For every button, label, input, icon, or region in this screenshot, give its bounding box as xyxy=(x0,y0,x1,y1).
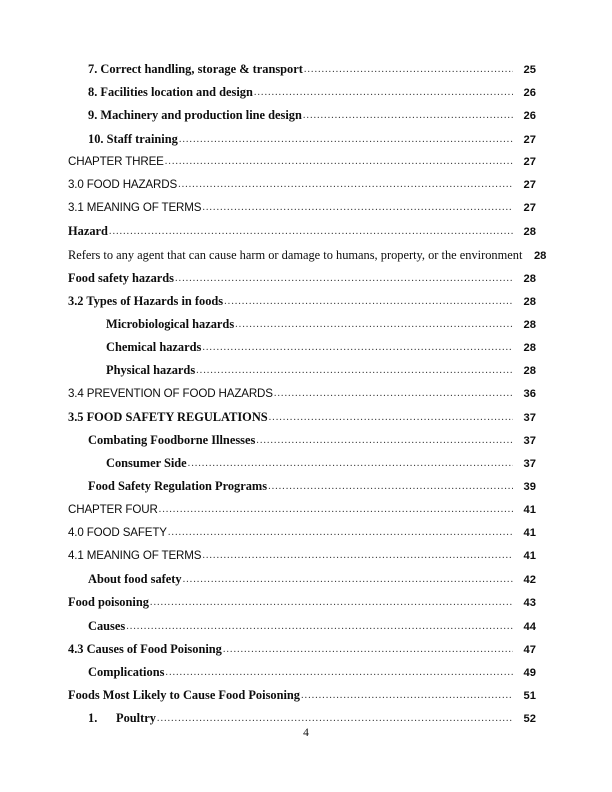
toc-entry[interactable] xyxy=(68,433,536,456)
toc-entry-page-number: 28 xyxy=(523,295,536,308)
toc-entry-title: Physical hazards xyxy=(106,363,196,378)
toc-dot-leader xyxy=(254,88,513,99)
toc-entry[interactable] xyxy=(68,178,536,201)
toc-entry-title: 8. Facilities location and design xyxy=(88,85,253,100)
toc-entry[interactable] xyxy=(68,224,536,247)
toc-entry[interactable] xyxy=(68,294,536,317)
toc-entry-page-number: 27 xyxy=(523,133,536,146)
toc-entry-page-number: 28 xyxy=(523,342,536,355)
toc-entry-title: Consumer Side xyxy=(106,456,187,471)
toc-entry-number: 1. xyxy=(88,711,98,726)
toc-entry-page-number: 26 xyxy=(523,110,536,123)
toc-entry[interactable] xyxy=(68,62,536,85)
toc-dot-leader xyxy=(165,668,513,679)
toc-entry-title: Foods Most Likely to Cause Food Poisoning xyxy=(68,688,301,703)
toc-entry[interactable] xyxy=(68,317,536,340)
toc-entry[interactable] xyxy=(68,410,536,433)
toc-entry[interactable] xyxy=(68,132,536,155)
toc-entry-page-number: 41 xyxy=(523,526,536,539)
toc-entry[interactable] xyxy=(68,642,536,665)
toc-entry-title: Chemical hazards xyxy=(106,340,202,355)
toc-entry-page-number: 43 xyxy=(523,597,536,610)
toc-entry[interactable] xyxy=(68,526,536,549)
toc-entry-page-number: 27 xyxy=(523,178,536,191)
toc-entry-page-number: 36 xyxy=(523,387,536,400)
toc-entry-page-number: 41 xyxy=(523,549,536,562)
toc-dot-leader xyxy=(235,320,513,331)
toc-dot-leader xyxy=(150,598,513,609)
toc-entry[interactable] xyxy=(68,572,536,595)
toc-entry-page-number: 49 xyxy=(523,666,536,679)
toc-entry-page-number: 27 xyxy=(523,202,536,215)
toc-entry-page-number: 28 xyxy=(523,365,536,378)
toc-entry[interactable] xyxy=(68,619,536,642)
toc-entry-title: 4.0 FOOD SAFETY xyxy=(68,525,167,539)
toc-entry-title: Food Safety Regulation Programs xyxy=(88,479,268,494)
toc-entry-title: About food safety xyxy=(88,572,182,587)
toc-entry-title: CHAPTER THREE xyxy=(68,154,164,168)
toc-entry-page-number: 27 xyxy=(523,155,536,168)
toc-entry-page-number: 37 xyxy=(523,435,536,447)
toc-entry-title: 10. Staff training xyxy=(88,131,178,146)
toc-dot-leader xyxy=(256,436,513,447)
toc-dot-leader xyxy=(268,482,513,493)
toc-entry[interactable] xyxy=(68,85,536,108)
toc-dot-leader xyxy=(223,645,513,656)
toc-entry-title: 7. Correct handling, storage & transport xyxy=(88,62,303,76)
toc-entry[interactable] xyxy=(68,363,536,386)
toc-entry-page-number: 37 xyxy=(523,458,536,471)
toc-entry-page-number: 41 xyxy=(523,503,536,516)
toc-dot-leader xyxy=(196,366,513,377)
toc-dot-leader xyxy=(159,505,513,516)
toc-dot-leader xyxy=(109,227,513,238)
toc-dot-leader xyxy=(168,528,513,539)
toc-entry-title: Food safety hazards xyxy=(68,270,175,285)
toc-entry-title: 3.1 MEANING OF TERMS xyxy=(68,201,202,215)
toc-entry-title: 4.3 Causes of Food Poisoning xyxy=(68,641,222,656)
toc-entry[interactable] xyxy=(68,503,536,526)
toc-entry-title: Poultry xyxy=(116,711,156,726)
toc-dot-leader xyxy=(269,413,513,424)
toc-entry-page-number: 28 xyxy=(533,249,547,262)
toc-entry-page-number: 28 xyxy=(523,226,536,239)
table-of-contents xyxy=(68,62,547,734)
toc-entry-page-number: 25 xyxy=(523,64,536,76)
toc-entry[interactable] xyxy=(68,549,536,572)
toc-entry[interactable] xyxy=(68,201,536,224)
toc-dot-leader xyxy=(157,714,513,725)
toc-entry[interactable] xyxy=(68,387,536,410)
toc-entry[interactable] xyxy=(68,456,536,479)
page-number-footer: 4 xyxy=(303,727,309,739)
toc-entry-title: Causes xyxy=(88,618,126,633)
toc-dot-leader xyxy=(202,551,513,562)
toc-dot-leader xyxy=(178,180,513,191)
toc-dot-leader xyxy=(303,111,513,122)
toc-dot-leader xyxy=(179,135,513,146)
toc-entry-page-number: 39 xyxy=(523,481,536,494)
toc-entry-page-number: 42 xyxy=(523,574,536,587)
toc-entry-page-number: 52 xyxy=(523,713,536,726)
toc-entry[interactable] xyxy=(68,108,536,131)
toc-entry-title: 4.1 MEANING OF TERMS xyxy=(68,548,202,562)
toc-entry-title: Microbiological hazards xyxy=(106,317,235,332)
toc-entry-title: 9. Machinery and production line design xyxy=(88,108,302,123)
toc-dot-leader xyxy=(202,203,513,214)
toc-entry[interactable] xyxy=(68,271,536,294)
toc-dot-leader xyxy=(165,157,513,168)
toc-entry[interactable] xyxy=(68,688,536,711)
toc-dot-leader xyxy=(126,622,513,633)
toc-entry-title: 3.0 FOOD HAZARDS xyxy=(68,177,178,191)
toc-dot-leader xyxy=(188,459,513,470)
toc-dot-leader xyxy=(304,65,513,76)
toc-dot-leader xyxy=(202,343,513,354)
toc-entry-title: Hazard xyxy=(68,224,108,239)
toc-entry-title: 3.4 PREVENTION OF FOOD HAZARDS xyxy=(68,386,273,400)
toc-entry[interactable] xyxy=(68,155,536,178)
toc-dot-leader xyxy=(175,274,513,285)
toc-entry[interactable] xyxy=(68,340,536,363)
toc-entry-title: 3.5 FOOD SAFETY REGULATIONS xyxy=(68,409,268,424)
toc-dot-leader xyxy=(274,389,513,400)
toc-entry-page-number: 44 xyxy=(523,620,536,633)
toc-entry[interactable] xyxy=(68,595,536,618)
toc-entry[interactable] xyxy=(68,247,547,271)
toc-entry[interactable] xyxy=(68,665,536,688)
toc-entry-page-number: 28 xyxy=(523,272,536,285)
toc-entry-page-number: 47 xyxy=(523,643,536,656)
toc-entry-page-number: 26 xyxy=(523,87,536,100)
toc-entry-title: 3.2 Types of Hazards in foods xyxy=(68,293,224,308)
toc-entry-page-number: 28 xyxy=(523,319,536,332)
toc-entry-title: Complications xyxy=(88,664,165,679)
toc-dot-leader xyxy=(301,691,513,702)
toc-entry-page-number: 51 xyxy=(523,690,536,703)
toc-entry-title: Combating Foodborne Illnesses xyxy=(88,433,256,447)
toc-entry-title: Food poisoning xyxy=(68,595,149,610)
toc-entry-title: CHAPTER FOUR xyxy=(68,502,158,516)
toc-entry-title: Refers to any agent that can cause harm or damage to humans, property, or the environment xyxy=(68,247,523,262)
toc-entry-page-number: 37 xyxy=(523,411,536,424)
toc-dot-leader xyxy=(183,575,513,586)
toc-dot-leader xyxy=(224,297,513,308)
toc-entry[interactable] xyxy=(68,479,536,502)
